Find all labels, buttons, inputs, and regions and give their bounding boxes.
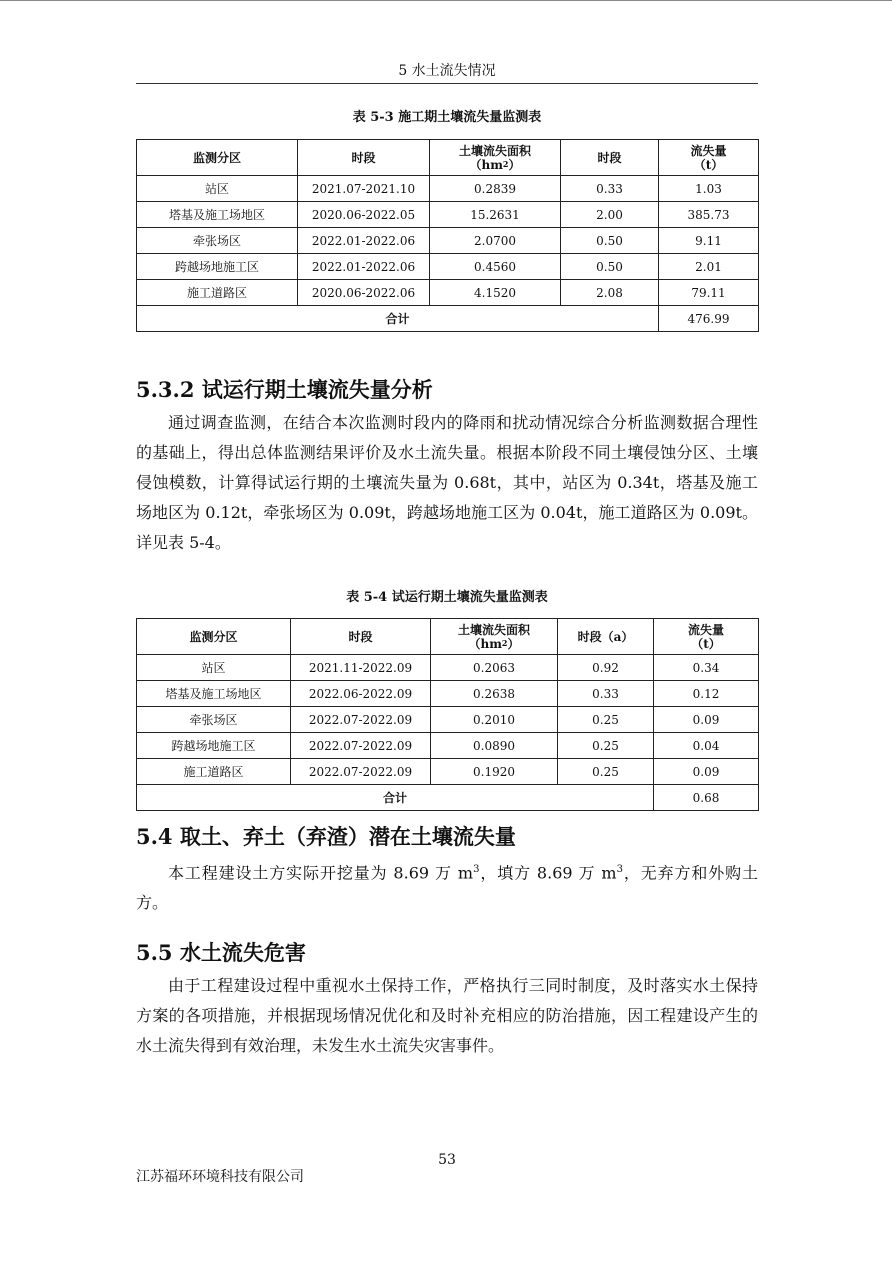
table-header-row	[137, 619, 759, 655]
header-loss-unit: （t）	[693, 157, 724, 172]
unit-sup-1: 3	[473, 864, 480, 875]
cell-area: 0.4560	[430, 254, 561, 280]
cell-area: 0.2638	[431, 681, 558, 707]
unit-sup-2: 3	[616, 864, 623, 875]
cell-loss: 0.09	[654, 707, 759, 733]
header-area	[430, 140, 561, 176]
cell-loss: 385.73	[659, 202, 759, 228]
page-number: 53	[438, 1152, 456, 1168]
table-row	[137, 681, 759, 707]
cell-zone: 站区	[137, 655, 291, 681]
header-loss-label: 流失量	[690, 143, 727, 158]
header-period: 时段	[298, 140, 430, 176]
cell-zone: 塔基及施工场地区	[137, 202, 298, 228]
paragraph-5-4-part3: ，无弃方和外购土方。	[136, 863, 758, 913]
cell-total-value: 476.99	[659, 306, 759, 332]
header-zone: 监测分区	[137, 619, 291, 655]
table-5-4-caption: 表 5-4 试运行期土壤流失量监测表	[346, 590, 548, 605]
table-row	[137, 707, 759, 733]
paragraph-5-4-part1: 本工程建设土方实际开挖量为 8.69 万 m	[168, 863, 474, 883]
table-5-3-caption: 表 5-3 施工期土壤流失量监测表	[352, 110, 542, 125]
header-area-label: 土壤流失面积	[458, 143, 531, 158]
cell-area: 0.1920	[431, 759, 558, 785]
table-5-4	[136, 618, 759, 811]
cell-duration: 0.50	[561, 254, 659, 280]
cell-period: 2022.06-2022.09	[291, 681, 431, 707]
cell-loss: 79.11	[659, 280, 759, 306]
cell-duration: 0.25	[558, 759, 654, 785]
cell-duration: 0.25	[558, 707, 654, 733]
header-loss-unit: （t）	[691, 636, 721, 651]
header-area-sup: 2	[502, 158, 509, 169]
cell-loss: 0.34	[654, 655, 759, 681]
cell-duration: 0.92	[558, 655, 654, 681]
header-loss	[654, 619, 759, 655]
cell-period: 2022.07-2022.09	[291, 707, 431, 733]
table-total-row	[137, 306, 759, 332]
cell-total-label: 合计	[137, 785, 654, 811]
cell-loss: 2.01	[659, 254, 759, 280]
header-duration: 时段（a）	[558, 619, 654, 655]
header-zone: 监测分区	[137, 140, 298, 176]
table-header-row	[137, 140, 759, 176]
cell-period: 2020.06-2022.06	[298, 280, 430, 306]
cell-duration: 2.08	[561, 280, 659, 306]
table-row	[137, 655, 759, 681]
cell-loss: 0.09	[654, 759, 759, 785]
paragraph-5-4-part2: ，填方 8.69 万 m	[479, 863, 617, 883]
cell-duration: 0.33	[561, 176, 659, 202]
table-row	[137, 176, 759, 202]
header-area	[431, 619, 558, 655]
table-row	[137, 202, 759, 228]
header-area-close: ）	[508, 157, 521, 172]
cell-total-value: 0.68	[654, 785, 759, 811]
cell-duration: 0.33	[558, 681, 654, 707]
cell-area: 0.2063	[431, 655, 558, 681]
table-5-3	[136, 139, 759, 332]
cell-zone: 牵张场区	[137, 707, 291, 733]
table-total-row	[137, 785, 759, 811]
cell-period: 2022.07-2022.09	[291, 733, 431, 759]
footer-company-name: 江苏福环环境科技有限公司	[136, 1169, 304, 1185]
header-loss-label: 流失量	[687, 622, 724, 637]
cell-area: 4.1520	[430, 280, 561, 306]
header-area-close: ）	[507, 636, 520, 651]
cell-zone: 施工道路区	[137, 280, 298, 306]
cell-duration: 0.50	[561, 228, 659, 254]
cell-loss: 9.11	[659, 228, 759, 254]
cell-period: 2020.06-2022.05	[298, 202, 430, 228]
table-row	[137, 759, 759, 785]
section-heading-5-5: 5.5 水土流失危害	[136, 940, 306, 965]
cell-zone: 跨越场地施工区	[137, 733, 291, 759]
cell-area: 0.0890	[431, 733, 558, 759]
cell-loss: 0.04	[654, 733, 759, 759]
header-area-sup: 2	[501, 637, 508, 648]
cell-period: 2022.07-2022.09	[291, 759, 431, 785]
cell-area: 0.2839	[430, 176, 561, 202]
section-heading-5-4: 5.4 取土、弃土（弃渣）潜在土壤流失量	[136, 824, 516, 849]
cell-area: 15.2631	[430, 202, 561, 228]
cell-loss: 1.03	[659, 176, 759, 202]
cell-zone: 施工道路区	[137, 759, 291, 785]
cell-area: 0.2010	[431, 707, 558, 733]
table-row	[137, 228, 759, 254]
cell-zone: 跨越场地施工区	[137, 254, 298, 280]
cell-period: 2022.01-2022.06	[298, 254, 430, 280]
table-row	[137, 254, 759, 280]
section-heading-5-3-2: 5.3.2 试运行期土壤流失量分析	[136, 377, 433, 402]
cell-total-label: 合计	[137, 306, 659, 332]
cell-duration: 0.25	[558, 733, 654, 759]
top-border	[0, 0, 892, 1]
cell-loss: 0.12	[654, 681, 759, 707]
table-row	[137, 733, 759, 759]
cell-period: 2021.07-2021.10	[298, 176, 430, 202]
cell-zone: 牵张场区	[137, 228, 298, 254]
cell-period: 2021.11-2022.09	[291, 655, 431, 681]
paragraph-5-3-2: 通过调查监测，在结合本次监测时段内的降雨和扰动情况综合分析监测数据合理性的基础上，得出总体监测结果评价及水土流失量。根据本阶段不同土壤侵蚀分区、土壤侵蚀模数，计算得试运行期的土壤流失量为 0.68t，其中，站区为 0.34t，塔基及施工场地区为 0.12t，牵张场区为 0.09t，跨越场地施工区为 0.04t，施工道路区为 0.09t。详见表 5-4。	[136, 413, 758, 552]
header-area-label: 土壤流失面积	[457, 622, 530, 637]
paragraph-5-4	[136, 855, 758, 918]
cell-zone: 塔基及施工场地区	[137, 681, 291, 707]
paragraph-5-5: 由于工程建设过程中重视水土保持工作，严格执行三同时制度，及时落实水土保持方案的各项措施，并根据现场情况优化和及时补充相应的防治措施，因工程建设产生的水土流失得到有效治理，未发生水土流失灾害事件。	[136, 976, 758, 1055]
cell-area: 2.0700	[430, 228, 561, 254]
cell-zone: 站区	[137, 176, 298, 202]
header-area-unit: （hm	[469, 157, 503, 172]
cell-duration: 2.00	[561, 202, 659, 228]
header-period: 时段	[291, 619, 431, 655]
header-duration: 时段	[561, 140, 659, 176]
header-loss	[659, 140, 759, 176]
header-rule	[136, 83, 758, 84]
cell-period: 2022.01-2022.06	[298, 228, 430, 254]
table-row	[137, 280, 759, 306]
header-area-unit: （hm	[468, 636, 502, 651]
running-header: 5 水土流失情况	[398, 63, 496, 79]
